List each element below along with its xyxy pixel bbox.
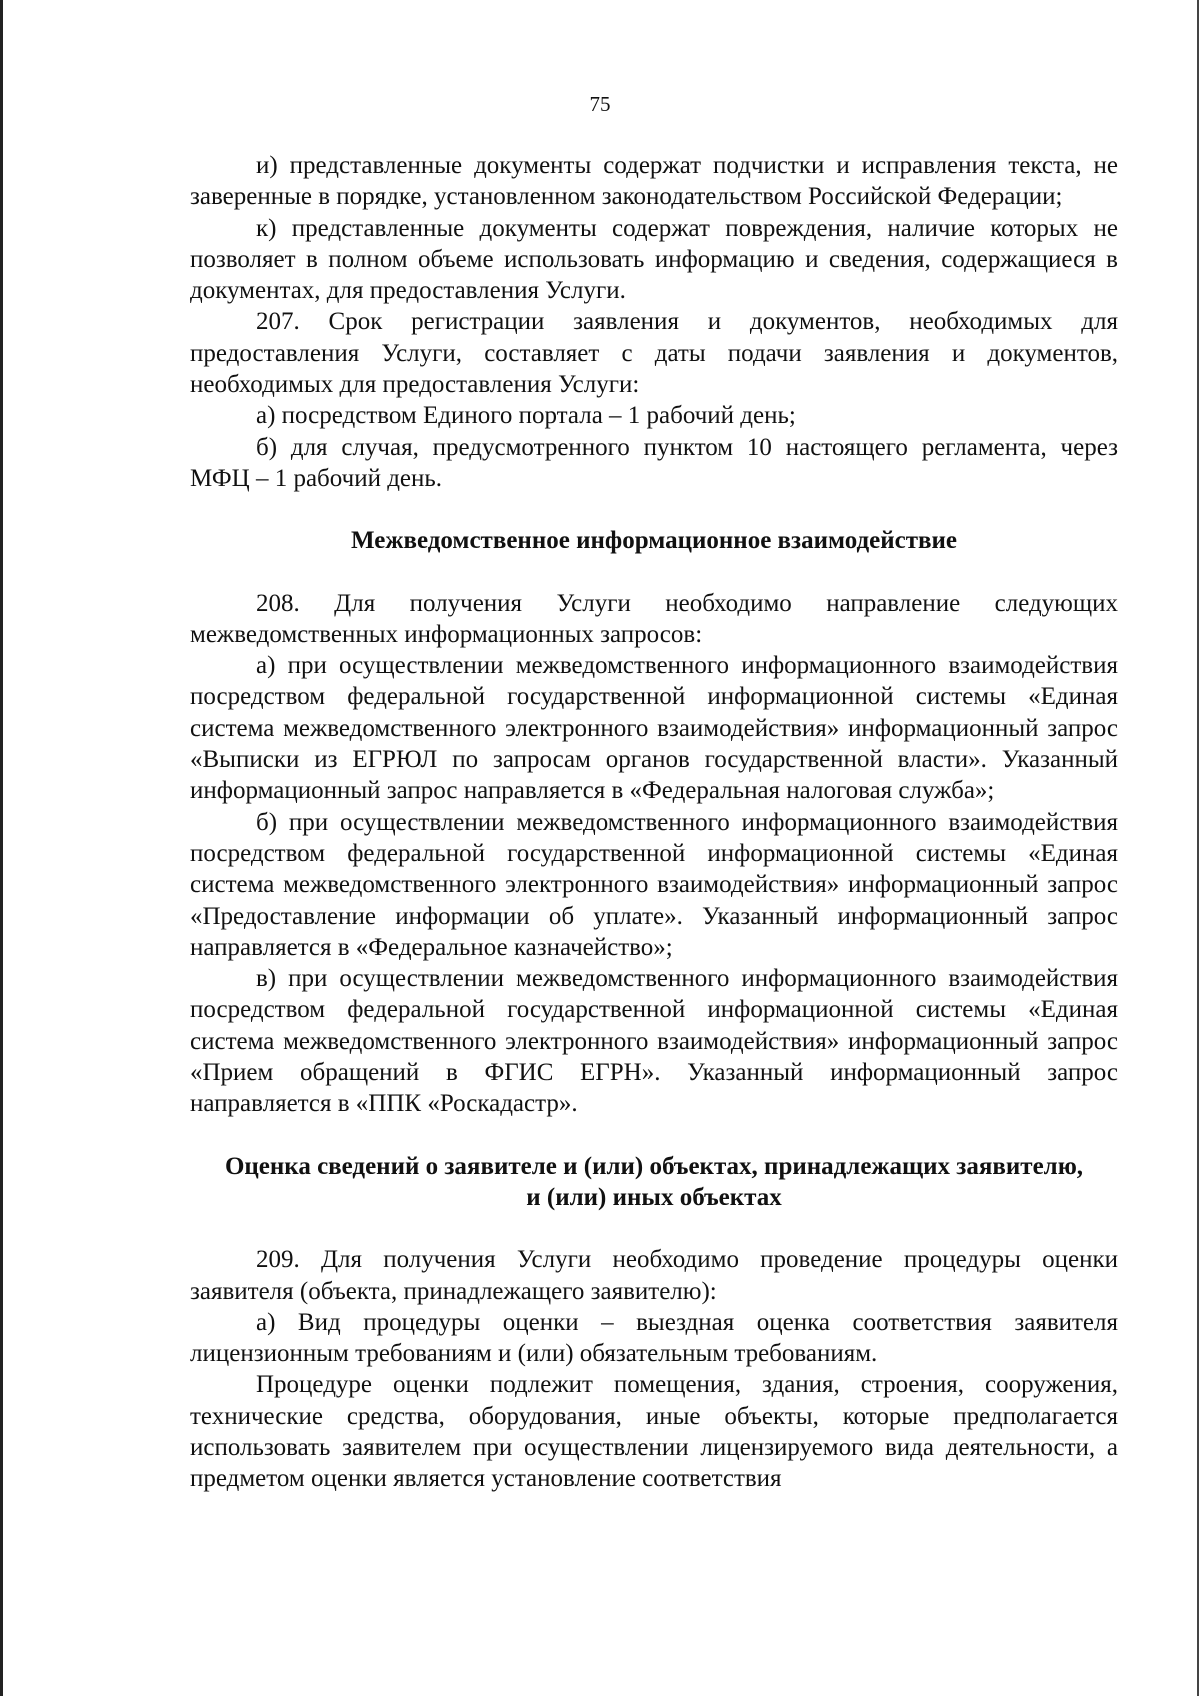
document-body [190, 150, 1118, 1495]
page-number: 75 [589, 92, 611, 116]
paragraph-208-b: б) при осуществлении межведомственного информационного взаимодействия посредством федеральной государственной информационной системы «Единая система межведомственного электронного взаимодействия» информационный запрос «Предоставление информации об уплате». Указанный информационный запрос направляется в «Федеральное казначейство»; [190, 808, 1118, 961]
paragraph-209-a: а) Вид процедуры оценки – выездная оценка соответствия заявителя лицензионным требованиям и (или) обязательным требованиям. [190, 1308, 1118, 1368]
paragraph-208-a: а) при осуществлении межведомственного информационного взаимодействия посредством федеральной государственной информационной системы «Единая система межведомственного электронного взаимодействия» информационный запрос «Выписки из ЕГРЮЛ по запросам органов государственной власти». Указанный информационный запрос направляется в «Федеральная налоговая служба»; [190, 652, 1118, 805]
paragraph-207-a: а) посредством Единого портала – 1 рабочий день; [256, 402, 796, 430]
scan-edge-left [0, 0, 3, 1696]
paragraph-208-v: в) при осуществлении межведомственного информационного взаимодействия посредством федеральной государственной информационной системы «Единая система межведомственного электронного взаимодействия» информационный запрос «Прием обращений в ФГИС ЕГРН». Указанный информационный запрос направляется в «ППК «Роскадастр». [190, 965, 1118, 1118]
paragraph-207: 207. Срок регистрации заявления и документов, необходимых для предоставления Услуги, составляет с даты подачи заявления и документов, необходимых для предоставления Услуги: [190, 308, 1118, 399]
section-heading-assessment-line1: Оценка сведений о заявителе и (или) объектах, принадлежащих заявителю, [224, 1152, 1084, 1180]
section-heading-assessment-line2: и (или) иных объектах [526, 1183, 782, 1211]
paragraph-207-b: б) для случая, предусмотренного пунктом 10 настоящего регламента, через МФЦ – 1 рабочий день. [190, 433, 1118, 492]
paragraph-assessment-procedure: Процедуре оценки подлежит помещения, здания, строения, сооружения, технические средства, оборудования, иные объекты, которые предполагается использовать заявителем при осуществлении лицензируемого вида деятельности, а предметом оценки является установление соответствия [190, 1371, 1118, 1493]
paragraph-i: и) представленные документы содержат подчистки и исправления текста, не заверенные в порядке, установленном законодательством Российской Федерации; [190, 152, 1118, 211]
paragraph-k: к) представленные документы содержат повреждения, наличие которых не позволяет в полном объеме использовать информацию и сведения, содержащиеся в документах, для предоставления Услуги. [190, 214, 1118, 305]
section-heading-interagency: Межведомственное информационное взаимодействие [351, 527, 957, 555]
section-heading-assessment [190, 1151, 1118, 1214]
paragraph-208: 208. Для получения Услуги необходимо направление следующих межведомственных информационных запросов: [190, 589, 1118, 648]
scan-edge-right [1197, 0, 1199, 1696]
paragraph-209: 209. Для получения Услуги необходимо проведение процедуры оценки заявителя (объекта, принадлежащего заявителю): [190, 1246, 1118, 1305]
